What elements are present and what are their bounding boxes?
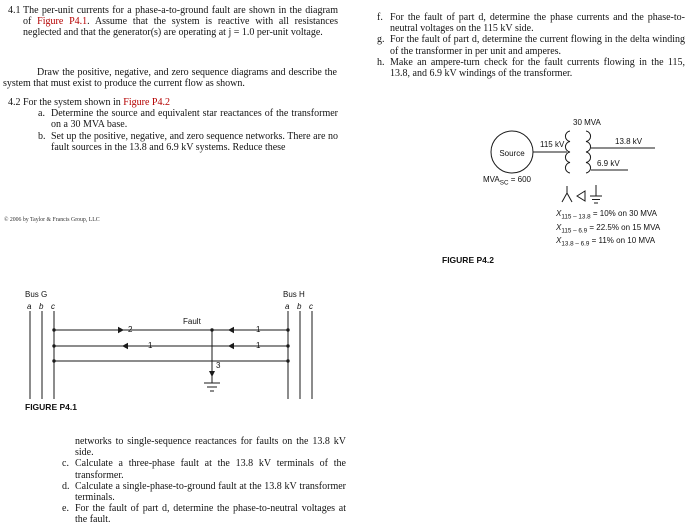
list-item: [62, 458, 346, 480]
problem-4-2-body: [23, 97, 338, 153]
fig-p42-115kv-label: 115 kV: [540, 140, 565, 149]
fig-p42-mvasc-label: [483, 174, 531, 189]
bus-g-phase-c-label: c: [51, 302, 55, 311]
bus-g-bars: [30, 311, 54, 399]
list-item: [62, 503, 346, 525]
item-text: Determine the source and equivalent star reactances of the transformer on a 30 MVA base.: [51, 108, 338, 131]
fig-p41-caption: FIGURE P4.1: [25, 402, 77, 412]
list-item: [62, 481, 346, 503]
list-item: [38, 108, 338, 130]
text-run: = 11% on 10 MVA: [589, 236, 656, 245]
symbol: X: [556, 209, 562, 218]
copyright-notice: © 2006 by Taylor & Francis Group, LLC: [4, 217, 100, 223]
right-column-items: [377, 12, 685, 79]
fig-p42-138kv-label: 13.8 kV: [615, 137, 643, 146]
item-text: For the fault of part d, determine the phase-to-neutral voltages at the fault.: [75, 503, 346, 525]
bus-h-label: Bus H: [283, 290, 305, 299]
bus-g-phase-b-label: b: [39, 302, 44, 311]
text-run: MVA: [483, 175, 500, 184]
item-label: a.: [38, 108, 45, 120]
current-value-line1-right: 1: [256, 325, 261, 334]
fault-label: Fault: [183, 317, 201, 326]
fig-p42-69kv-label: 6.9 kV: [597, 159, 620, 168]
bus-h-phase-c-label: c: [309, 302, 313, 311]
item-text: Make an ampere-turn check for the fault currents flowing in the 115, 13.8, and 6.9 kV windings of the transformer.: [390, 56, 685, 80]
text-run: The per-unit currents for a phase-a-to-ground fault are shown in the diagram of: [23, 5, 338, 28]
list-item: [38, 131, 338, 153]
bottom-column-items: [62, 436, 346, 525]
text-run: = 10% on 30 MVA: [590, 209, 657, 218]
item-label: e.: [62, 503, 69, 515]
list-item: [377, 12, 685, 34]
item-text: Calculate a single-phase-to-ground fault at the 13.8 kV transformer terminals.: [75, 480, 346, 504]
item-label: b.: [38, 130, 46, 142]
item-text: For the fault of part d, determine the phase currents and the phase-to-neutral voltages on the 115 kV side.: [390, 12, 685, 35]
list-item: [377, 34, 685, 56]
fig-p42-caption: FIGURE P4.2: [442, 255, 494, 265]
item-text: Calculate a three-phase fault at the 13.8 kV terminals of the transformer.: [75, 458, 346, 481]
item-text: Set up the positive, negative, and zero sequence networks. There are no fault sources in the 13.8 and 6.9 kV systems. Reduce these: [51, 130, 338, 153]
reactance-line: [556, 208, 660, 222]
list-item: [377, 57, 685, 79]
problem-4-2-intro: [23, 97, 338, 108]
subscript: 115 – 13.8: [561, 213, 591, 221]
problem-4-1-paragraph-2: Draw the positive, negative, and zero sequence diagrams and describe the system that must exist to produce the current flow as shown.: [3, 67, 337, 90]
fault-ground-icon: [204, 383, 220, 391]
transformer-coil-secondary: [586, 131, 591, 173]
item-text: For the fault of part d, determine the current flowing in the delta winding of the transformer in per unit and amperes.: [390, 34, 685, 57]
delta-symbol-icon: [577, 191, 585, 201]
current-value-line1-left: 2: [128, 325, 133, 334]
subscript: 13.8 – 6.9: [561, 240, 590, 248]
item-label: c.: [62, 458, 69, 470]
bus-g-phase-a-label: a: [27, 302, 32, 311]
bus-g-label: Bus G: [25, 290, 48, 299]
problem-4-2-number: 4.2: [8, 97, 21, 108]
bus-h-phase-a-label: a: [285, 302, 290, 311]
subscript: 115 – 6.9: [561, 227, 588, 235]
fig-p42-source-label: Source: [499, 149, 525, 158]
figure-ref-p41-link[interactable]: Figure P4.1: [37, 16, 88, 28]
symbol: X: [556, 222, 562, 232]
fig-p42-reactance-list: [556, 208, 660, 249]
wye-symbol-icon: [562, 186, 572, 202]
fig-p41-diagram: [30, 311, 312, 399]
item-label: h.: [377, 56, 385, 68]
item-label: f.: [377, 12, 383, 23]
current-value-line2-left: 1: [148, 341, 153, 350]
text-run: = 22.5% on 15 MVA: [587, 222, 661, 232]
bus-h-phase-b-label: b: [297, 302, 302, 311]
phase-lines: [54, 330, 288, 361]
figure-ref-p42-link[interactable]: Figure P4.2: [123, 97, 170, 108]
current-value-ground: 3: [216, 361, 221, 370]
continuation-text: networks to single-sequence reactances for faults on the 13.8 kV side.: [75, 436, 346, 459]
item-label: g.: [377, 34, 385, 46]
symbol: X: [556, 236, 562, 245]
problem-4-2-items: [38, 108, 338, 153]
fig-p42-mva-label: 30 MVA: [573, 118, 601, 127]
problem-4-1: [8, 5, 338, 39]
problem-4-1-text: [23, 5, 338, 39]
ground-symbol-icon: [590, 185, 602, 203]
text-run: = 600: [508, 175, 531, 184]
reactance-line: [556, 222, 660, 236]
item-label: d.: [62, 480, 70, 492]
problem-4-2: [8, 97, 338, 153]
text-run: . Assume that the system is reactive with all resistances neglected and that the generator(s) are operating at j = 1.0 per-unit voltage.: [23, 16, 338, 39]
problem-4-1-number: 4.1: [8, 5, 21, 16]
subscript: SC: [499, 179, 509, 187]
reactance-line: [556, 235, 660, 249]
bus-h-bars: [288, 311, 312, 399]
text-run: For the system shown in: [23, 97, 124, 108]
current-value-line2-right: 1: [256, 341, 261, 350]
